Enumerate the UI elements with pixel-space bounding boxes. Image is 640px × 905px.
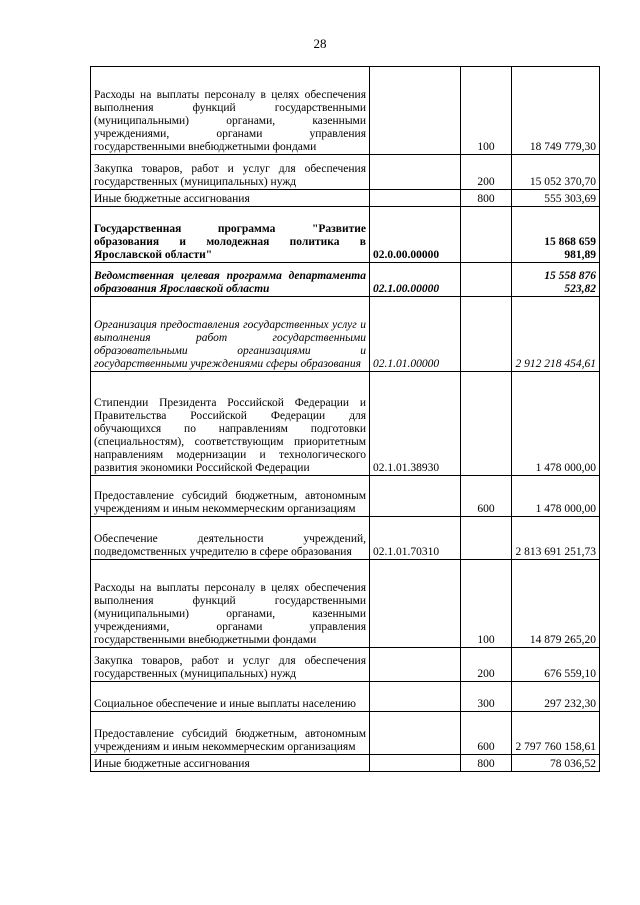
row-amount: 18 749 779,30 bbox=[512, 67, 600, 155]
row-name: Закупка товаров, работ и услуг для обеспечения государственных (муниципальных) нужд bbox=[91, 155, 370, 190]
row-amount: 14 879 265,20 bbox=[512, 560, 600, 648]
row-name: Обеспечение деятельности учреждений, подведомственных учредителю в сфере образования bbox=[91, 517, 370, 560]
row-amount: 2 912 218 454,61 bbox=[512, 297, 600, 372]
row-name: Расходы на выплаты персоналу в целях обеспечения выполнения функций государственными (муниципальными) органами, казенными учреждениями, органами управления государственными внебюджетными фондами bbox=[91, 67, 370, 155]
row-type: 800 bbox=[461, 190, 512, 207]
row-name: Предоставление субсидий бюджетным, автономным учреждениям и иным некоммерческим организациям bbox=[91, 476, 370, 517]
row-type: 600 bbox=[461, 476, 512, 517]
table-row bbox=[91, 372, 600, 476]
row-type: 100 bbox=[461, 67, 512, 155]
row-code: 02.1.00.00000 bbox=[370, 263, 461, 297]
table-row bbox=[91, 682, 600, 712]
row-amount: 1 478 000,00 bbox=[512, 372, 600, 476]
table-row bbox=[91, 190, 600, 207]
row-type: 600 bbox=[461, 712, 512, 755]
row-code: 02.1.01.70310 bbox=[370, 517, 461, 560]
row-code bbox=[370, 682, 461, 712]
row-amount: 15 052 370,70 bbox=[512, 155, 600, 190]
row-name: Расходы на выплаты персоналу в целях обеспечения выполнения функций государственными (муниципальными) органами, казенными учреждениями, органами управления государственными внебюджетными фондами bbox=[91, 560, 370, 648]
row-type bbox=[461, 207, 512, 263]
row-code bbox=[370, 560, 461, 648]
row-amount: 78 036,52 bbox=[512, 755, 600, 772]
row-name: Предоставление субсидий бюджетным, автономным учреждениям и иным некоммерческим организациям bbox=[91, 712, 370, 755]
table-row bbox=[91, 263, 600, 297]
table-row bbox=[91, 207, 600, 263]
row-type: 100 bbox=[461, 560, 512, 648]
table-row bbox=[91, 755, 600, 772]
table-row bbox=[91, 155, 600, 190]
row-code bbox=[370, 67, 461, 155]
row-code bbox=[370, 190, 461, 207]
row-code: 02.1.01.00000 bbox=[370, 297, 461, 372]
row-code bbox=[370, 155, 461, 190]
table-row bbox=[91, 67, 600, 155]
row-amount: 2 797 760 158,61 bbox=[512, 712, 600, 755]
table-row bbox=[91, 712, 600, 755]
table-row bbox=[91, 560, 600, 648]
row-code bbox=[370, 648, 461, 682]
table-row bbox=[91, 476, 600, 517]
row-amount: 1 478 000,00 bbox=[512, 476, 600, 517]
budget-table-body bbox=[91, 67, 600, 772]
row-type bbox=[461, 517, 512, 560]
row-name: Социальное обеспечение и иные выплаты населению bbox=[91, 682, 370, 712]
row-code bbox=[370, 755, 461, 772]
row-amount: 676 559,10 bbox=[512, 648, 600, 682]
row-name: Иные бюджетные ассигнования bbox=[91, 755, 370, 772]
budget-table bbox=[90, 66, 600, 772]
row-code bbox=[370, 476, 461, 517]
row-name: Организация предоставления государственных услуг и выполнения работ государственными образовательными организациями и государственными учреждениями сферы образования bbox=[91, 297, 370, 372]
row-code: 02.1.01.38930 bbox=[370, 372, 461, 476]
row-type bbox=[461, 297, 512, 372]
row-amount: 15 868 659 981,89 bbox=[512, 207, 600, 263]
row-type: 800 bbox=[461, 755, 512, 772]
row-type: 200 bbox=[461, 155, 512, 190]
table-row bbox=[91, 517, 600, 560]
table-row bbox=[91, 648, 600, 682]
row-name: Закупка товаров, работ и услуг для обеспечения государственных (муниципальных) нужд bbox=[91, 648, 370, 682]
row-type: 200 bbox=[461, 648, 512, 682]
row-name: Ведомственная целевая программа департамента образования Ярославской области bbox=[91, 263, 370, 297]
row-name: Иные бюджетные ассигнования bbox=[91, 190, 370, 207]
row-type bbox=[461, 263, 512, 297]
row-amount: 2 813 691 251,73 bbox=[512, 517, 600, 560]
row-name: Государственная программа "Развитие образования и молодежная политика в Ярославской области" bbox=[91, 207, 370, 263]
table-row bbox=[91, 297, 600, 372]
row-type: 300 bbox=[461, 682, 512, 712]
row-amount: 555 303,69 bbox=[512, 190, 600, 207]
row-amount: 297 232,30 bbox=[512, 682, 600, 712]
row-amount: 15 558 876 523,82 bbox=[512, 263, 600, 297]
row-code: 02.0.00.00000 bbox=[370, 207, 461, 263]
row-name: Стипендии Президента Российской Федерации и Правительства Российской Федерации для обучающихся по направлениям подготовки (специальностям), соответствующим приоритетным направлениям модернизации и технологического развития экономики Российской Федерации bbox=[91, 372, 370, 476]
row-type bbox=[461, 372, 512, 476]
page-number: 28 bbox=[313, 36, 327, 51]
row-code bbox=[370, 712, 461, 755]
